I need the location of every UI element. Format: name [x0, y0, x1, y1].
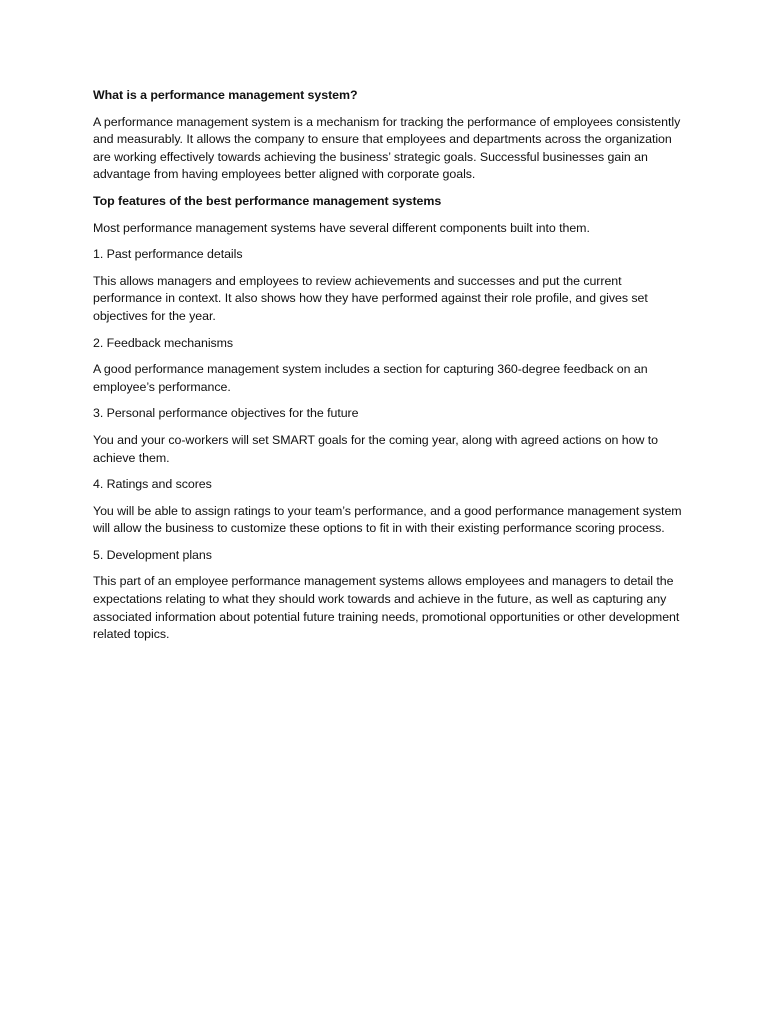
feature-title-feedback: 2. Feedback mechanisms — [93, 335, 234, 350]
section-heading-what-is: What is a performance management system? — [93, 88, 358, 102]
feature-title-ratings: 4. Ratings and scores — [93, 477, 212, 492]
feature-title-objectives: 3. Personal performance objectives for the future — [93, 406, 359, 421]
feature-body-ratings: You will be able to assign ratings to your team’s performance, and a good performance management system will allow the business to customize these options to fit in with their existing performance scoring process. — [93, 503, 682, 536]
definition-paragraph: A performance management system is a mechanism for tracking the performance of employees consistently and measurably. It allows the company to ensure that employees and departments across the organization are working effectively towards achieving the business’ strategic goals. Successful businesses gain an advantage from having employees better aligned with corporate goals. — [93, 114, 681, 182]
document-body — [93, 87, 683, 653]
feature-body-feedback: A good performance management system includes a section for capturing 360-degree feedback on an employee’s performance. — [93, 362, 648, 394]
feature-title-development: 5. Development plans — [93, 547, 212, 562]
feature-body-development: This part of an employee performance management systems allows employees and managers to detail the expectations relating to what they should work towards and achieve in the future, as well as capturing any associated information about potential future training needs, promotional opportunities or other development related topics. — [93, 574, 680, 642]
features-intro-paragraph: Most performance management systems have several different components built into them. — [93, 220, 590, 235]
section-heading-top-features: Top features of the best performance management systems — [93, 193, 442, 208]
feature-title-past-performance: 1. Past performance details — [93, 247, 243, 262]
feature-body-objectives: You and your co-workers will set SMART goals for the coming year, along with agreed actions on how to achieve them. — [93, 432, 658, 465]
feature-body-past-performance: This allows managers and employees to review achievements and successes and put the current performance in context. It also shows how they have performed against their role profile, and gives set objectives for the year. — [93, 273, 648, 323]
